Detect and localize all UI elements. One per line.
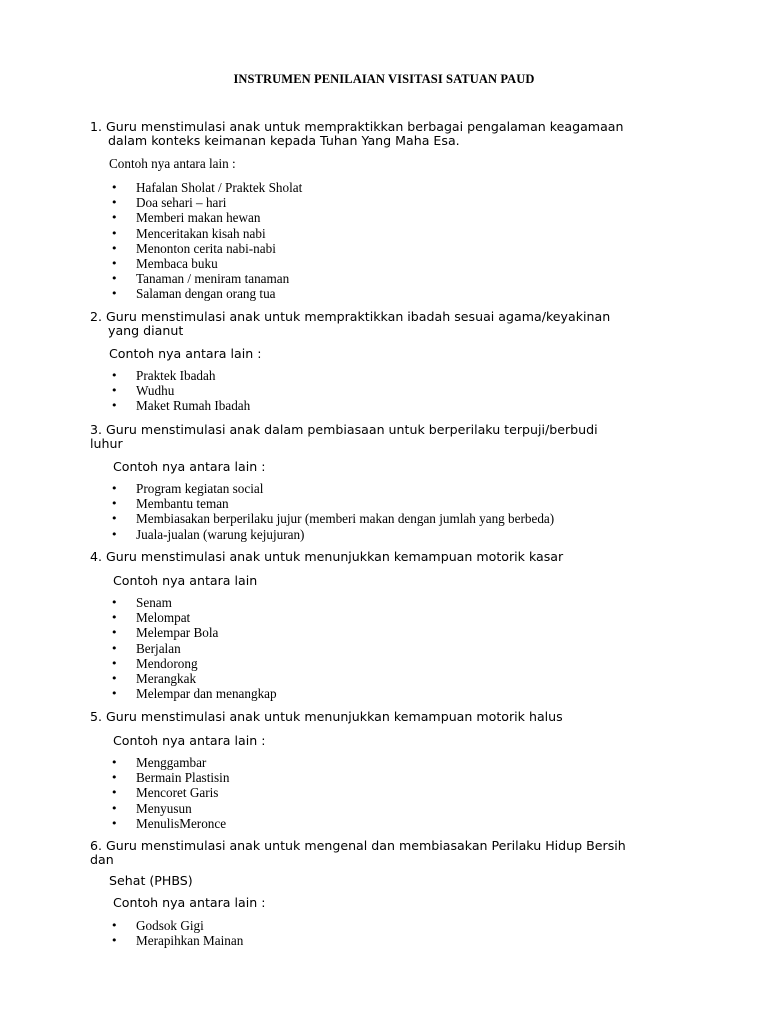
list-item-text: Doa sehari – hari	[136, 195, 227, 211]
bullet-icon: •	[111, 786, 118, 800]
list-item-text: Memberi makan hewan	[136, 210, 261, 226]
list-item-text: MenulisMeronce	[136, 815, 227, 831]
list-item-text: Menonton cerita nabi-nabi	[136, 240, 276, 256]
list-item-text: Menyusun	[136, 800, 192, 816]
list-item-text: Mendorong	[136, 655, 198, 671]
list-item	[111, 496, 554, 511]
list-item-text: Menggambar	[136, 755, 207, 770]
section-5-example-label: Contoh nya antara lain :	[113, 733, 266, 748]
bullet-icon: •	[111, 626, 118, 640]
section-4-heading	[90, 550, 690, 564]
section-1-list	[111, 180, 302, 302]
list-item-text: Membantu teman	[136, 496, 229, 512]
list-item	[111, 933, 243, 948]
list-item-text: Mencoret Garis	[136, 785, 219, 801]
list-item	[111, 286, 302, 301]
list-item-text: Wudhu	[136, 383, 175, 399]
list-item	[111, 527, 554, 542]
section-2-example-label: Contoh nya antara lain :	[109, 346, 262, 361]
list-item	[111, 656, 277, 671]
bullet-icon: •	[111, 196, 118, 210]
bullet-icon: •	[111, 482, 118, 495]
section-2-list	[111, 368, 250, 414]
section-5-heading	[90, 710, 690, 724]
bullet-icon: •	[111, 687, 118, 701]
section-4-list	[111, 595, 277, 701]
section-1-heading-line1: 1. Guru menstimulasi anak untuk mempraktikkan berbagai pengalaman keagamaan	[90, 119, 624, 134]
list-item-text: Maket Rumah Ibadah	[136, 398, 251, 414]
list-item-text: Hafalan Sholat / Praktek Sholat	[136, 180, 303, 195]
list-item	[111, 398, 250, 413]
list-item	[111, 816, 229, 831]
bullet-icon: •	[111, 272, 118, 286]
bullet-icon: •	[111, 919, 118, 932]
list-item-text: Juala-jualan (warung kejujuran)	[136, 526, 305, 542]
section-2-heading-line2: yang dianut	[108, 322, 184, 338]
bullet-icon: •	[111, 369, 118, 382]
list-item-text: Senam	[136, 595, 172, 610]
list-item-text: Merapihkan Mainan	[136, 933, 244, 949]
section-4-heading-line1: 4. Guru menstimulasi anak untuk menunjukkan kemampuan motorik kasar	[90, 549, 564, 564]
bullet-icon: •	[111, 816, 118, 830]
list-item	[111, 671, 277, 686]
bullet-icon: •	[111, 596, 118, 609]
list-item	[111, 801, 229, 816]
list-item	[111, 241, 302, 256]
list-item-text: Melempar dan menangkap	[136, 686, 277, 702]
list-item-text: Membaca buku	[136, 256, 218, 272]
list-item-text: Salaman dengan orang tua	[136, 286, 276, 302]
list-item-text: Melempar Bola	[136, 625, 219, 641]
section-5-heading-line1: 5. Guru menstimulasi anak untuk menunjukkan kemampuan motorik halus	[90, 709, 563, 724]
bullet-icon: •	[111, 656, 118, 670]
bullet-icon: •	[111, 257, 118, 271]
bullet-icon: •	[111, 384, 118, 398]
list-item-text: Godsok Gigi	[136, 918, 204, 933]
list-item-text: Bermain Plastisin	[136, 770, 230, 786]
list-item	[111, 481, 554, 496]
list-item	[111, 383, 250, 398]
list-item	[111, 785, 229, 800]
list-item-text: Praktek Ibadah	[136, 368, 216, 383]
section-4-example-label: Contoh nya antara lain	[113, 573, 258, 588]
section-2-heading	[90, 310, 690, 337]
bullet-icon: •	[111, 771, 118, 785]
list-item-text: Berjalan	[136, 640, 181, 656]
list-item	[111, 256, 302, 271]
bullet-icon: •	[111, 934, 118, 948]
list-item-text: Membiasakan berperilaku jujur (memberi makan dengan jumlah yang berbeda)	[136, 511, 555, 527]
bullet-icon: •	[111, 181, 118, 194]
bullet-icon: •	[111, 287, 118, 301]
bullet-icon: •	[111, 527, 118, 541]
bullet-icon: •	[111, 497, 118, 511]
bullet-icon: •	[111, 241, 118, 255]
bullet-icon: •	[111, 399, 118, 413]
section-6-heading-line3: Sehat (PHBS)	[109, 873, 193, 888]
bullet-icon: •	[111, 672, 118, 686]
list-item	[111, 755, 229, 770]
list-item-text: Merangkak	[136, 671, 197, 687]
list-item-text: Menceritakan kisah nabi	[136, 225, 266, 241]
section-1-heading	[90, 120, 690, 147]
bullet-icon: •	[111, 641, 118, 655]
list-item	[111, 610, 277, 625]
list-item	[111, 770, 229, 785]
list-item-text: Program kegiatan social	[136, 481, 264, 496]
section-3-heading-line1: 3. Guru menstimulasi anak dalam pembiasaan untuk berperilaku terpuji/berbudi	[90, 422, 598, 437]
section-6-heading	[90, 839, 690, 866]
list-item	[111, 511, 554, 526]
section-6-example-label: Contoh nya antara lain :	[113, 895, 266, 910]
section-6-heading-line1: 6. Guru menstimulasi anak untuk mengenal dan membiasakan Perilaku Hidup Bersih	[90, 838, 626, 853]
list-item	[111, 641, 277, 656]
list-item-text: Tanaman / meniram tanaman	[136, 271, 290, 287]
section-1-example-label: Contoh nya antara lain :	[109, 156, 236, 171]
list-item	[111, 180, 302, 195]
section-3-heading-line2: luhur	[90, 435, 123, 451]
bullet-icon: •	[111, 226, 118, 240]
list-item	[111, 226, 302, 241]
section-3-example-label: Contoh nya antara lain :	[113, 459, 266, 474]
list-item	[111, 686, 277, 701]
bullet-icon: •	[111, 611, 118, 625]
list-item	[111, 625, 277, 640]
bullet-icon: •	[111, 756, 118, 769]
list-item	[111, 195, 302, 210]
list-item	[111, 368, 250, 383]
list-item	[111, 595, 277, 610]
bullet-icon: •	[111, 801, 118, 815]
list-item	[111, 271, 302, 286]
section-5-list	[111, 755, 229, 831]
bullet-icon: •	[111, 512, 118, 526]
document-title: INSTRUMEN PENILAIAN VISITASI SATUAN PAUD	[233, 72, 535, 86]
list-item	[111, 918, 243, 933]
section-3-list	[111, 481, 554, 542]
section-1-heading-line2: dalam konteks keimanan kepada Tuhan Yang Maha Esa.	[108, 132, 460, 148]
section-2-heading-line1: 2. Guru menstimulasi anak untuk mempraktikkan ibadah sesuai agama/keyakinan	[90, 309, 611, 324]
section-6-list	[111, 918, 243, 948]
bullet-icon: •	[111, 211, 118, 225]
section-6-heading-line2: dan	[90, 851, 114, 867]
section-3-heading	[90, 423, 690, 450]
list-item	[111, 210, 302, 225]
list-item-text: Melompat	[136, 610, 191, 626]
